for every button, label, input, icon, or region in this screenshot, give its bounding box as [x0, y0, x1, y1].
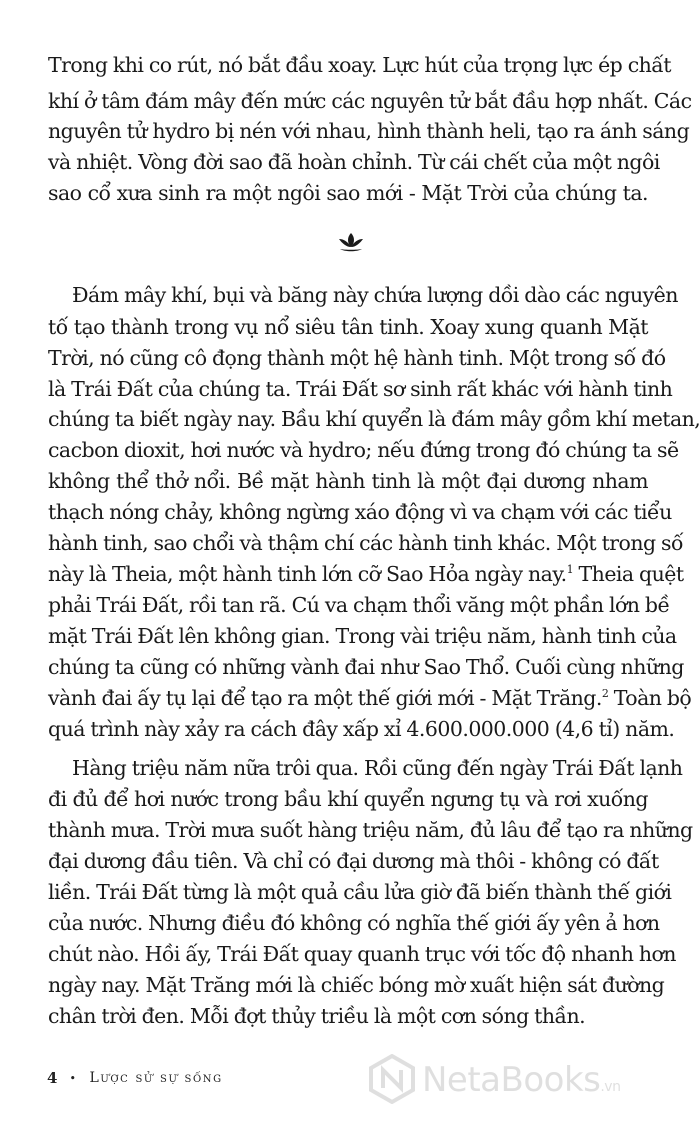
- text-line: thành mưa. Trời mưa suốt hàng triệu năm, đủ lâu để tạo ra những: [48, 818, 693, 842]
- page-footer: [47, 1066, 223, 1090]
- watermark-text: [422, 1060, 620, 1100]
- line-text: Theia quệt: [573, 562, 684, 586]
- footnote-marker[interactable]: 2: [601, 687, 609, 700]
- text-line: chút nào. Hồi ấy, Trái Đất quay quanh trục với tốc độ nhanh hơn: [48, 942, 676, 966]
- watermark-suffix: .vn: [600, 1079, 621, 1095]
- text-line: phải Trái Đất, rồi tan rã. Cú va chạm thổi văng một phần lớn bề: [48, 593, 670, 617]
- line-text: vành đai ấy tụ lại để tạo ra một thế giới mới - Mặt Trăng.: [48, 686, 602, 710]
- text-line: chân trời đen. Mỗi đợt thủy triều là một cơn sóng thần.: [48, 1004, 586, 1028]
- text-line: đi đủ để hơi nước trong bầu khí quyển ngưng tụ và rơi xuống: [48, 787, 648, 811]
- footnote-marker[interactable]: 1: [566, 563, 574, 576]
- text-line: không thể thở nổi. Bề mặt hành tinh là một đại dương nham: [48, 469, 648, 493]
- text-line: chúng ta biết ngày nay. Bầu khí quyển là đám mây gồm khí metan,: [48, 407, 700, 431]
- text-line: đại dương đầu tiên. Và chỉ có đại dương mà thôi - không có đất: [48, 849, 659, 873]
- text-line: thạch nóng chảy, không ngừng xáo động vì va chạm với các tiểu: [48, 500, 672, 524]
- text-line: quá trình này xảy ra cách đây xấp xỉ 4.600.000.000 (4,6 tỉ) năm.: [48, 717, 675, 741]
- page-number: 4: [47, 1069, 58, 1087]
- text-line: nguyên tử hydro bị nén với nhau, hình thành heli, tạo ra ánh sáng: [48, 119, 690, 143]
- text-line: hành tinh, sao chổi và thậm chí các hành tinh khác. Một trong số: [48, 531, 683, 555]
- text-line: của nước. Nhưng điều đó không có nghĩa thế giới ấy yên ả hơn: [48, 911, 660, 935]
- running-title: Lược sử sự sống: [89, 1070, 223, 1086]
- watermark: [368, 1050, 698, 1110]
- line-text: này là Theia, một hành tinh lớn cỡ Sao Hỏa ngày nay.: [48, 562, 567, 586]
- text-line: Trong khi co rút, nó bắt đầu xoay. Lực hút của trọng lực ép chất: [48, 53, 671, 77]
- text-line: tố tạo thành trong vụ nổ siêu tân tinh. Xoay xung quanh Mặt: [48, 315, 648, 339]
- text-line-with-footnote: [48, 561, 684, 588]
- line-text: Toàn bộ: [608, 686, 692, 710]
- text-line: Đám mây khí, bụi và băng này chứa lượng dồi dào các nguyên: [72, 283, 678, 307]
- text-line: Trời, nó cũng cô đọng thành một hệ hành tinh. Một trong số đó: [48, 346, 666, 370]
- netabooks-logo-icon: [368, 1054, 416, 1104]
- text-line: và nhiệt. Vòng đời sao đã hoàn chỉnh. Từ cái chết của một ngôi: [48, 150, 660, 174]
- text-line: khí ở tâm đám mây đến mức các nguyên tử bắt đầu hợp nhất. Các: [48, 89, 692, 113]
- text-line: ngày nay. Mặt Trăng mới là chiếc bóng mờ xuất hiện sát đường: [48, 973, 665, 997]
- text-line-with-footnote: [48, 685, 692, 712]
- text-line: liền. Trái Đất từng là một quả cầu lửa giờ đã biến thành thế giới: [48, 880, 672, 904]
- text-line: chúng ta cũng có những vành đai như Sao Thổ. Cuối cùng những: [48, 655, 684, 679]
- text-line: là Trái Đất của chúng ta. Trái Đất sơ sinh rất khác với hành tinh: [48, 377, 673, 401]
- text-line: sao cổ xưa sinh ra một ngôi sao mới - Mặt Trời của chúng ta.: [48, 181, 648, 205]
- footer-separator: •: [69, 1071, 78, 1085]
- watermark-brand: NetaBooks: [422, 1060, 601, 1100]
- lotus-flower-icon: [336, 230, 366, 254]
- text-line: mặt Trái Đất lên không gian. Trong vài triệu năm, hành tinh của: [48, 624, 677, 648]
- text-line: Hàng triệu năm nữa trôi qua. Rồi cũng đến ngày Trái Đất lạnh: [72, 756, 683, 780]
- text-line: cacbon dioxit, hơi nước và hydro; nếu đứng trong đó chúng ta sẽ: [48, 438, 679, 462]
